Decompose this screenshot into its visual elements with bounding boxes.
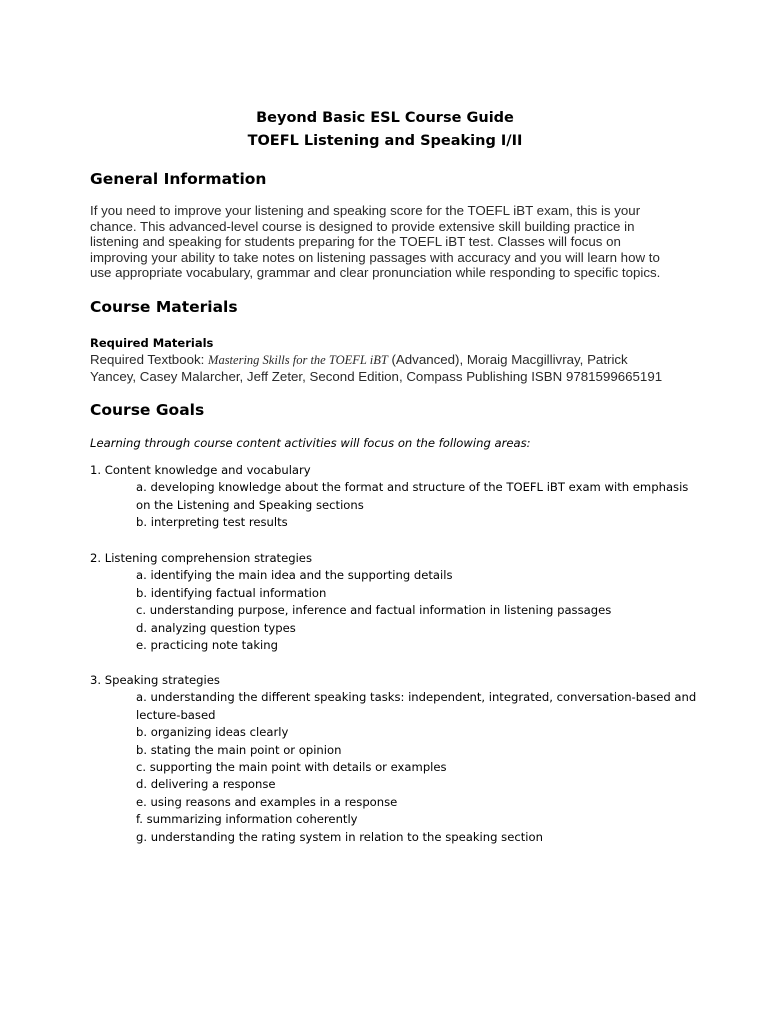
paragraph-line: If you need to improve your listening and speaking score for the TOEFL iBT exam, this is your xyxy=(90,203,641,218)
paragraph-line: listening and speaking for students preparing for the TOEFL iBT test. Classes will focus on xyxy=(90,234,621,250)
goal-group-content-knowledge xyxy=(90,462,710,532)
document-subtitle: TOEFL Listening and Speaking I/II xyxy=(247,133,523,149)
course-materials-heading: Course Materials xyxy=(90,298,238,316)
goal-item-continuation: lecture-based xyxy=(136,707,216,722)
goal-item: f. summarizing information coherently xyxy=(136,812,358,827)
goal-item: b. interpreting test results xyxy=(136,515,288,530)
goal-item: e. practicing note taking xyxy=(136,638,278,653)
goal-group-speaking xyxy=(90,672,710,846)
document-title: Beyond Basic ESL Course Guide xyxy=(256,110,514,126)
general-information-paragraph xyxy=(90,203,690,281)
paragraph-line: improving your ability to take notes on listening passages with accuracy and you will learn how to xyxy=(90,249,660,265)
goal-item: d. delivering a response xyxy=(136,777,276,792)
required-materials-heading: Required Materials xyxy=(90,336,214,350)
goal-item: b. stating the main point or opinion xyxy=(136,742,342,757)
course-goals-intro: Learning through course content activities will focus on the following areas: xyxy=(90,436,531,450)
paragraph-line: use appropriate vocabulary, grammar and clear pronunciation while responding to specific topics. xyxy=(90,265,661,281)
goal-item: d. analyzing question types xyxy=(136,620,296,635)
goal-item-continuation: on the Listening and Speaking sections xyxy=(136,497,364,512)
goal-group-title: 3. Speaking strategies xyxy=(90,673,220,687)
goal-item: b. organizing ideas clearly xyxy=(136,725,289,740)
paragraph-line: chance. This advanced-level course is designed to provide extensive skill building practice in xyxy=(90,218,635,234)
textbook-line xyxy=(90,352,710,369)
goal-group-title: 1. Content knowledge and vocabulary xyxy=(90,463,311,477)
goal-item: c. understanding purpose, inference and factual information in listening passages xyxy=(136,603,612,618)
goal-item: a. identifying the main idea and the supporting details xyxy=(136,568,453,583)
textbook-line: Yancey, Casey Malarcher, Jeff Zeter, Second Edition, Compass Publishing ISBN 9781599665191 xyxy=(90,368,663,384)
course-goals-heading: Course Goals xyxy=(90,401,205,419)
goal-item: a. understanding the different speaking tasks: independent, integrated, conversation-based and xyxy=(136,690,697,705)
goal-item: e. using reasons and examples in a response xyxy=(136,794,398,809)
goal-group-title: 2. Listening comprehension strategies xyxy=(90,551,312,565)
goal-group-listening xyxy=(90,550,710,654)
textbook-prefix: Required Textbook: xyxy=(90,352,209,367)
textbook-details: (Advanced), Moraig Macgillivray, Patrick xyxy=(387,352,628,367)
general-information-heading: General Information xyxy=(90,170,267,188)
goal-item: c. supporting the main point with details or examples xyxy=(136,760,447,775)
goal-item: b. identifying factual information xyxy=(136,585,327,600)
goal-item: g. understanding the rating system in relation to the speaking section xyxy=(136,829,543,844)
required-textbook-text xyxy=(90,352,710,385)
goal-item: a. developing knowledge about the format and structure of the TOEFL iBT exam with emphasis xyxy=(136,480,689,495)
textbook-title: Mastering Skills for the TOEFL iBT xyxy=(208,353,388,367)
